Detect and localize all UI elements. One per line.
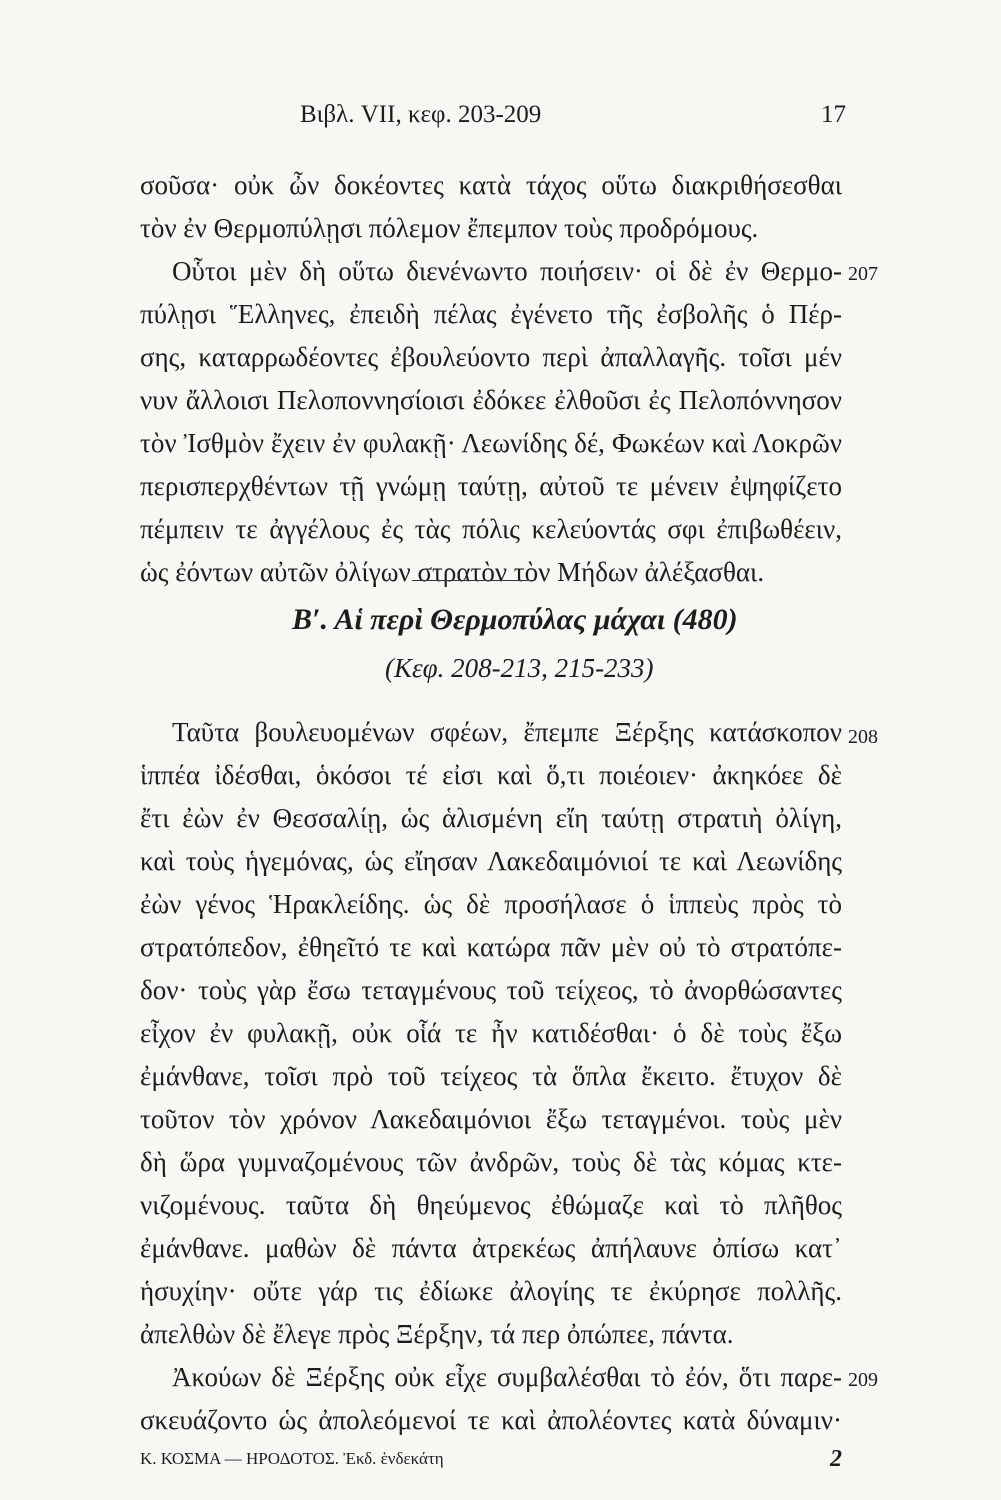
text-line: τοῦτον τὸν χρόνον Λακεδαιμόνιοι ἔξω τεταγμένοι. τοὺς μὲν (140, 1104, 842, 1134)
text-line: πύλῃσι Ἕλληνες, ἐπειδὴ πέλας ἐγένετο τῆς ἐσβολῆς ὁ Πέρ- (140, 299, 842, 329)
chapter-number-209: 209 (848, 1369, 878, 1391)
text-line: τὸν Ἰσθμὸν ἔχειν ἐν φυλακῇ· Λεωνίδης δέ, Φωκέων καὶ Λοκρῶν (140, 428, 842, 458)
paragraph-start-line: Ταῦτα βουλευομένων σφέων, ἔπεμπε Ξέρξης κατάσκοπον (172, 717, 842, 747)
chapter-number-208: 208 (848, 726, 878, 748)
text-line: ἱππέα ἰδέσθαι, ὁκόσοι τέ εἰσι καὶ ὅ,τι ποιέοιεν· ἀκηκόεε δὲ (140, 760, 842, 790)
text-line: στρατόπεδον, ἐθηεῖτό τε καὶ κατώρα πᾶν μὲν οὐ τὸ στρατόπε- (140, 932, 842, 962)
text-line: ἔτι ἐὼν ἐν Θεσσαλίῃ, ὡς ἁλισμένη εἴη ταύτῃ στρατιὴ ὀλίγη, (140, 803, 842, 833)
text-line: σοῦσα· οὐκ ὦν δοκέοντες κατὰ τάχος οὕτω διακριθήσεσθαι (140, 170, 842, 200)
text-line: ἐμάνθανε, τοῖσι πρὸ τοῦ τείχεος τὰ ὅπλα ἔκειτο. ἔτυχον δὲ (140, 1061, 842, 1091)
signature-mark: 2 (830, 1446, 842, 1472)
section-divider (412, 580, 534, 581)
publication-footer: Κ. ΚΟΣΜΑ — ΗΡΟΔΟΤΟΣ. Ἐκδ. ἑνδεκάτη (140, 1449, 444, 1468)
text-line: ἐμάνθανε. μαθὼν δὲ πάντα ἀτρεκέως ἀπήλαυνε ὀπίσω κατ᾽ (140, 1233, 842, 1263)
text-line: περισπερχθέντων τῇ γνώμῃ ταύτῃ, αὐτοῦ τε μένειν ἐψηφίζετο (140, 471, 842, 501)
text-line: δον· τοὺς γὰρ ἔσω τεταγμένους τοῦ τείχεος, τὸ ἀνορθώσαντες (140, 975, 842, 1005)
text-line: ἐὼν γένος Ἡρακλείδης. ὡς δὲ προσήλασε ὁ ἱππεὺς πρὸς τὸ (140, 889, 842, 919)
text-line: δὴ ὥρα γυμναζομένους τῶν ἀνδρῶν, τοὺς δὲ τὰς κόμας κτε- (140, 1147, 842, 1177)
paragraph-start-line: Οὗτοι μὲν δὴ οὕτω διενένωντο ποιήσειν· οἱ δὲ ἐν Θερμο- (172, 256, 842, 286)
text-line: σης, καταρρωδέοντες ἐβουλεύοντο περὶ ἀπαλλαγῆς. τοῖσι μέν (140, 342, 842, 372)
section-subtitle: (Κεφ. 208-213, 215-233) (385, 653, 654, 683)
text-line: ὡς ἐόντων αὐτῶν ὀλίγων στρατὸν τὸν Μήδων ἀλέξασθαι. (140, 557, 765, 587)
text-line: πέμπειν τε ἀγγέλους ἐς τὰς πόλις κελεύοντάς σφι ἐπιβωθέειν, (140, 514, 842, 544)
text-line: καὶ τοὺς ἡγεμόνας, ὡς εἴησαν Λακεδαιμόνιοί τε καὶ Λεωνίδης (140, 846, 842, 876)
text-line: εἶχον ἐν φυλακῇ, οὐκ οἷά τε ἦν κατιδέσθαι· ὁ δὲ τοὺς ἔξω (140, 1018, 842, 1048)
chapter-number-207: 207 (848, 263, 878, 285)
text-line: ἀπελθὼν δὲ ἔλεγε πρὸς Ξέρξην, τά περ ὀπώπεε, πάντα. (140, 1319, 734, 1349)
running-header: Βιβλ. VII, κεφ. 203-209 (300, 101, 542, 128)
text-line: τὸν ἐν Θερμοπύλῃσι πόλεμον ἔπεμπον τοὺς προδρόμους. (140, 213, 759, 243)
page-number: 17 (821, 101, 846, 128)
paragraph-start-line: Ἀκούων δὲ Ξέρξης οὐκ εἶχε συμβαλέσθαι τὸ ἐόν, ὅτι παρε- (172, 1362, 842, 1392)
text-line: ἡσυχίην· οὔτε γάρ τις ἐδίωκε ἀλογίης τε ἐκύρησε πολλῆς. (140, 1276, 842, 1306)
text-line: σκευάζοντο ὡς ἀπολεόμενοί τε καὶ ἀπολέοντες κατὰ δύναμιν· (140, 1405, 842, 1435)
text-line: νιζομένους. ταῦτα δὴ θηεύμενος ἐθώμαζε καὶ τὸ πλῆθος (140, 1190, 842, 1220)
section-title: Β′. Αἱ περὶ Θερμοπύλας μάχαι (480) (292, 603, 738, 636)
text-line: νυν ἄλλοισι Πελοποννησίοισι ἐδόκεε ἐλθοῦσι ἐς Πελοπόννησον (140, 385, 842, 415)
